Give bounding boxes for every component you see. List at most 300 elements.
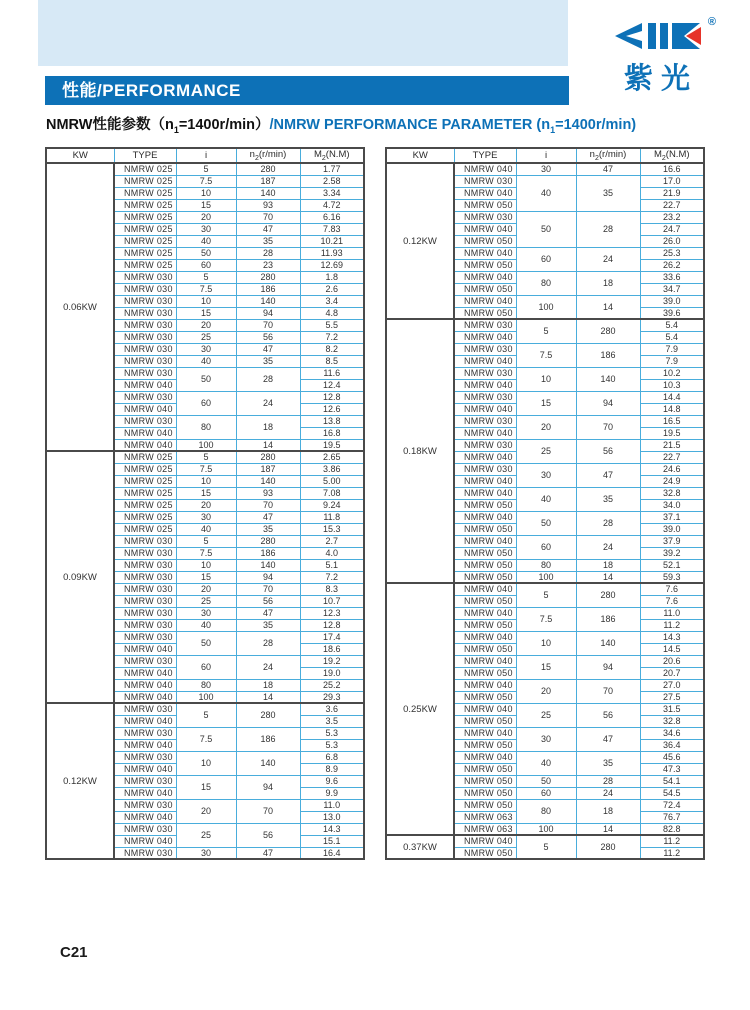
- cell-ratio-i: 60: [516, 247, 576, 271]
- cell-m2: 19.5: [300, 439, 364, 451]
- cell-type: NMRW 025: [114, 463, 176, 475]
- cell-ratio-i: 80: [516, 559, 576, 571]
- registered-mark: ®: [707, 16, 716, 28]
- cell-type: NMRW 063: [454, 811, 516, 823]
- cell-m2: 47.3: [640, 763, 704, 775]
- cell-type: NMRW 040: [454, 379, 516, 391]
- cell-ratio-i: 100: [516, 571, 576, 583]
- cell-m2: 22.7: [640, 199, 704, 211]
- cell-m2: 5.1: [300, 559, 364, 571]
- cell-m2: 11.8: [300, 511, 364, 523]
- cell-ratio-i: 40: [516, 487, 576, 511]
- cell-ratio-i: 20: [516, 415, 576, 439]
- cell-n2: 186: [236, 547, 300, 559]
- page-number: C21: [60, 944, 88, 961]
- cell-m2: 8.2: [300, 343, 364, 355]
- cell-m2: 12.3: [300, 607, 364, 619]
- cell-type: NMRW 025: [114, 247, 176, 259]
- cell-m2: 2.65: [300, 451, 364, 463]
- cell-n2: 23: [236, 259, 300, 271]
- cell-type: NMRW 050: [454, 307, 516, 319]
- cell-type: NMRW 030: [114, 823, 176, 835]
- cell-kw: 0.12KW: [46, 703, 114, 859]
- cell-n2: 14: [576, 295, 640, 319]
- cell-n2: 140: [576, 631, 640, 655]
- cell-m2: 7.08: [300, 487, 364, 499]
- cell-ratio-i: 7.5: [176, 727, 236, 751]
- cell-n2: 280: [576, 835, 640, 859]
- cell-n2: 28: [576, 775, 640, 787]
- cell-ratio-i: 30: [516, 727, 576, 751]
- cell-ratio-i: 25: [516, 439, 576, 463]
- cell-ratio-i: 5: [516, 319, 576, 343]
- cell-n2: 280: [236, 535, 300, 547]
- cell-m2: 25.3: [640, 247, 704, 259]
- cell-n2: 35: [576, 751, 640, 775]
- cell-m2: 26.0: [640, 235, 704, 247]
- cell-n2: 140: [236, 295, 300, 307]
- cell-type: NMRW 050: [454, 715, 516, 727]
- cell-type: NMRW 040: [454, 751, 516, 763]
- cell-type: NMRW 050: [454, 499, 516, 511]
- cell-ratio-i: 30: [176, 343, 236, 355]
- cell-m2: 7.9: [640, 355, 704, 367]
- table-row: [46, 451, 364, 463]
- cell-type: NMRW 040: [454, 583, 516, 595]
- cell-m2: 8.5: [300, 355, 364, 367]
- title-cn-post: =1400r/min）: [178, 117, 270, 133]
- cell-ratio-i: 5: [176, 451, 236, 463]
- performance-table-left: [45, 147, 365, 860]
- cell-type: NMRW 030: [454, 463, 516, 475]
- cell-m2: 37.9: [640, 535, 704, 547]
- cell-n2: 47: [576, 163, 640, 175]
- cell-type: NMRW 040: [454, 487, 516, 499]
- section-title: 性能/PERFORMANCE: [62, 81, 241, 100]
- cell-type: NMRW 040: [454, 187, 516, 199]
- column-header: i: [516, 148, 576, 163]
- cell-n2: 47: [236, 511, 300, 523]
- cell-m2: 2.6: [300, 283, 364, 295]
- cell-n2: 94: [576, 655, 640, 679]
- cell-kw: 0.09KW: [46, 451, 114, 703]
- cell-m2: 76.7: [640, 811, 704, 823]
- cell-type: NMRW 040: [114, 739, 176, 751]
- cell-type: NMRW 050: [454, 847, 516, 859]
- cell-m2: 9.24: [300, 499, 364, 511]
- cell-type: NMRW 040: [454, 427, 516, 439]
- cell-m2: 12.8: [300, 619, 364, 631]
- cell-m2: 11.2: [640, 847, 704, 859]
- title-en: /NMRW PERFORMANCE PARAMETER (n: [269, 117, 551, 133]
- cell-m2: 21.5: [640, 439, 704, 451]
- table-row: [386, 835, 704, 847]
- cell-n2: 187: [236, 175, 300, 187]
- cell-m2: 39.2: [640, 547, 704, 559]
- cell-n2: 35: [576, 175, 640, 211]
- cell-ratio-i: 15: [176, 571, 236, 583]
- cell-type: NMRW 030: [114, 271, 176, 283]
- cell-m2: 21.9: [640, 187, 704, 199]
- cell-ratio-i: 30: [176, 223, 236, 235]
- cell-type: NMRW 040: [454, 355, 516, 367]
- cell-m2: 1.8: [300, 271, 364, 283]
- cell-ratio-i: 30: [176, 607, 236, 619]
- cell-type: NMRW 025: [114, 499, 176, 511]
- cell-type: NMRW 050: [454, 787, 516, 799]
- cell-type: NMRW 040: [114, 643, 176, 655]
- cell-type: NMRW 030: [114, 775, 176, 787]
- cell-type: NMRW 030: [454, 175, 516, 187]
- column-header: TYPE: [114, 148, 176, 163]
- cell-m2: 27.5: [640, 691, 704, 703]
- cell-m2: 5.5: [300, 319, 364, 331]
- cell-m2: 11.93: [300, 247, 364, 259]
- cell-type: NMRW 030: [454, 391, 516, 403]
- cell-m2: 54.5: [640, 787, 704, 799]
- cell-m2: 36.4: [640, 739, 704, 751]
- cell-m2: 8.3: [300, 583, 364, 595]
- cell-m2: 14.5: [640, 643, 704, 655]
- cell-n2: 186: [576, 343, 640, 367]
- cell-type: NMRW 050: [454, 691, 516, 703]
- cell-m2: 16.4: [300, 847, 364, 859]
- cell-n2: 70: [236, 211, 300, 223]
- cell-type: NMRW 025: [114, 487, 176, 499]
- cell-m2: 6.16: [300, 211, 364, 223]
- cell-m2: 32.8: [640, 715, 704, 727]
- cell-m2: 4.72: [300, 199, 364, 211]
- cell-n2: 94: [236, 307, 300, 319]
- cell-n2: 35: [236, 355, 300, 367]
- cell-ratio-i: 20: [176, 583, 236, 595]
- cell-ratio-i: 20: [176, 499, 236, 511]
- cell-type: NMRW 030: [454, 439, 516, 451]
- cell-n2: 94: [236, 571, 300, 583]
- cell-m2: 34.6: [640, 727, 704, 739]
- cell-n2: 28: [236, 631, 300, 655]
- cell-type: NMRW 040: [114, 763, 176, 775]
- cell-type: NMRW 040: [454, 403, 516, 415]
- cell-m2: 23.2: [640, 211, 704, 223]
- cell-type: NMRW 030: [114, 607, 176, 619]
- cell-m2: 11.2: [640, 835, 704, 847]
- cell-ratio-i: 15: [516, 655, 576, 679]
- cell-ratio-i: 10: [176, 187, 236, 199]
- cell-m2: 16.5: [640, 415, 704, 427]
- cell-m2: 12.6: [300, 403, 364, 415]
- cell-type: NMRW 050: [454, 799, 516, 811]
- column-header: $n_2(r/\min)$: [236, 148, 300, 163]
- cell-m2: 17.4: [300, 631, 364, 643]
- cell-m2: 7.6: [640, 595, 704, 607]
- cell-m2: 25.2: [300, 679, 364, 691]
- cell-n2: 93: [236, 199, 300, 211]
- cell-n2: 18: [576, 799, 640, 823]
- zik-logo-icon: [609, 22, 705, 50]
- cell-ratio-i: 30: [516, 163, 576, 175]
- cell-n2: 280: [576, 583, 640, 607]
- cell-m2: 3.5: [300, 715, 364, 727]
- column-header: $M_2(N.M)$: [300, 148, 364, 163]
- cell-ratio-i: 50: [516, 775, 576, 787]
- cell-n2: 24: [576, 535, 640, 559]
- cell-ratio-i: 30: [176, 511, 236, 523]
- cell-type: NMRW 030: [114, 703, 176, 715]
- cell-type: NMRW 040: [114, 679, 176, 691]
- cell-n2: 14: [576, 823, 640, 835]
- cell-type: NMRW 040: [114, 667, 176, 679]
- cell-n2: 56: [576, 439, 640, 463]
- cell-n2: 140: [236, 187, 300, 199]
- cell-n2: 14: [576, 571, 640, 583]
- cell-ratio-i: 5: [176, 271, 236, 283]
- cell-n2: 93: [236, 487, 300, 499]
- cell-m2: 7.9: [640, 343, 704, 355]
- cell-ratio-i: 7.5: [176, 463, 236, 475]
- cell-kw: 0.12KW: [386, 163, 454, 319]
- cell-n2: 14: [236, 691, 300, 703]
- cell-m2: 3.4: [300, 295, 364, 307]
- cell-type: NMRW 040: [454, 679, 516, 691]
- cell-ratio-i: 100: [516, 295, 576, 319]
- cell-m2: 16.8: [300, 427, 364, 439]
- cell-type: NMRW 030: [114, 307, 176, 319]
- cell-m2: 24.7: [640, 223, 704, 235]
- cell-type: NMRW 040: [114, 427, 176, 439]
- cell-ratio-i: 40: [176, 355, 236, 367]
- cell-m2: 19.2: [300, 655, 364, 667]
- cell-n2: 47: [236, 607, 300, 619]
- cell-type: NMRW 040: [454, 631, 516, 643]
- cell-m2: 3.34: [300, 187, 364, 199]
- cell-kw: 0.25KW: [386, 583, 454, 835]
- cell-ratio-i: 7.5: [176, 283, 236, 295]
- cell-n2: 280: [236, 451, 300, 463]
- cell-ratio-i: 60: [176, 391, 236, 415]
- cell-type: NMRW 040: [114, 715, 176, 727]
- cell-type: NMRW 050: [454, 739, 516, 751]
- title-en-post: =1400r/min): [555, 117, 637, 133]
- cell-m2: 3.6: [300, 703, 364, 715]
- cell-n2: 56: [236, 595, 300, 607]
- cell-m2: 5.4: [640, 331, 704, 343]
- cell-type: NMRW 040: [454, 271, 516, 283]
- table-row: [386, 163, 704, 175]
- cell-type: NMRW 030: [114, 319, 176, 331]
- cell-m2: 24.9: [640, 475, 704, 487]
- cell-m2: 31.5: [640, 703, 704, 715]
- cell-type: NMRW 050: [454, 571, 516, 583]
- brand-logo: [592, 16, 722, 97]
- cell-type: NMRW 040: [454, 295, 516, 307]
- cell-ratio-i: 40: [176, 523, 236, 535]
- cell-ratio-i: 10: [176, 751, 236, 775]
- cell-ratio-i: 5: [176, 163, 236, 175]
- cell-n2: 47: [236, 223, 300, 235]
- cell-type: NMRW 030: [114, 415, 176, 427]
- cell-n2: 186: [236, 727, 300, 751]
- cell-m2: 52.1: [640, 559, 704, 571]
- cell-m2: 45.6: [640, 751, 704, 763]
- cell-m2: 10.7: [300, 595, 364, 607]
- cell-n2: 24: [236, 391, 300, 415]
- column-header: KW: [46, 148, 114, 163]
- cell-n2: 70: [576, 415, 640, 439]
- cell-type: NMRW 030: [454, 415, 516, 427]
- cell-type: NMRW 030: [454, 319, 516, 331]
- cell-ratio-i: 80: [176, 415, 236, 439]
- cell-m2: 7.83: [300, 223, 364, 235]
- page-title: [46, 113, 636, 135]
- cell-ratio-i: 5: [176, 535, 236, 547]
- cell-type: NMRW 030: [114, 331, 176, 343]
- cell-type: NMRW 025: [114, 235, 176, 247]
- cell-m2: 39.0: [640, 523, 704, 535]
- cell-n2: 56: [236, 823, 300, 847]
- cell-type: NMRW 050: [454, 595, 516, 607]
- cell-ratio-i: 50: [176, 631, 236, 655]
- cell-type: NMRW 040: [114, 811, 176, 823]
- cell-n2: 35: [236, 235, 300, 247]
- cell-type: NMRW 030: [114, 751, 176, 763]
- cell-n2: 94: [236, 775, 300, 799]
- cell-m2: 5.4: [640, 319, 704, 331]
- cell-type: NMRW 025: [114, 451, 176, 463]
- cell-n2: 35: [236, 523, 300, 535]
- cell-ratio-i: 15: [176, 487, 236, 499]
- cell-ratio-i: 20: [176, 211, 236, 223]
- cell-n2: 186: [576, 607, 640, 631]
- cell-n2: 47: [576, 463, 640, 487]
- cell-ratio-i: 25: [176, 595, 236, 607]
- cell-ratio-i: 100: [176, 691, 236, 703]
- table-row: [386, 319, 704, 331]
- cell-type: NMRW 040: [454, 655, 516, 667]
- cell-type: NMRW 040: [454, 535, 516, 547]
- cell-m2: 20.6: [640, 655, 704, 667]
- cell-ratio-i: 10: [516, 631, 576, 655]
- cell-ratio-i: 25: [516, 703, 576, 727]
- cell-type: NMRW 030: [454, 211, 516, 223]
- cell-ratio-i: 60: [516, 787, 576, 799]
- cell-type: NMRW 030: [114, 295, 176, 307]
- cell-n2: 14: [236, 439, 300, 451]
- cell-type: NMRW 025: [114, 163, 176, 175]
- cell-ratio-i: 40: [176, 619, 236, 631]
- table-row: [46, 163, 364, 175]
- cell-kw: 0.37KW: [386, 835, 454, 859]
- cell-ratio-i: 30: [516, 463, 576, 487]
- cell-m2: 7.6: [640, 583, 704, 595]
- cell-n2: 70: [576, 679, 640, 703]
- cell-n2: 186: [236, 283, 300, 295]
- cell-m2: 11.2: [640, 619, 704, 631]
- cell-n2: 140: [236, 475, 300, 487]
- cell-ratio-i: 15: [176, 199, 236, 211]
- cell-m2: 7.2: [300, 571, 364, 583]
- table-row: [386, 583, 704, 595]
- cell-ratio-i: 25: [176, 331, 236, 343]
- column-header: i: [176, 148, 236, 163]
- cell-ratio-i: 15: [176, 775, 236, 799]
- cell-type: NMRW 040: [114, 403, 176, 415]
- cell-m2: 16.6: [640, 163, 704, 175]
- cell-m2: 39.6: [640, 307, 704, 319]
- column-header: $n_2(r/\min)$: [576, 148, 640, 163]
- cell-ratio-i: 10: [176, 559, 236, 571]
- cell-n2: 18: [576, 559, 640, 571]
- cell-n2: 280: [576, 319, 640, 343]
- cell-type: NMRW 030: [114, 655, 176, 667]
- section-band: [45, 76, 569, 105]
- cell-n2: 47: [236, 343, 300, 355]
- cell-ratio-i: 50: [516, 511, 576, 535]
- cell-type: NMRW 040: [454, 511, 516, 523]
- performance-table-right: [385, 147, 705, 860]
- cell-m2: 11.0: [300, 799, 364, 811]
- cell-m2: 26.2: [640, 259, 704, 271]
- cell-m2: 72.4: [640, 799, 704, 811]
- cell-type: NMRW 050: [454, 283, 516, 295]
- cell-n2: 187: [236, 463, 300, 475]
- cell-n2: 35: [576, 487, 640, 511]
- cell-m2: 6.8: [300, 751, 364, 763]
- cell-m2: 12.4: [300, 379, 364, 391]
- cell-type: NMRW 040: [454, 451, 516, 463]
- cell-m2: 2.7: [300, 535, 364, 547]
- cell-ratio-i: 30: [176, 847, 236, 859]
- cell-m2: 33.6: [640, 271, 704, 283]
- brand-name-cn: 紫光: [623, 63, 698, 95]
- cell-m2: 34.7: [640, 283, 704, 295]
- cell-m2: 27.0: [640, 679, 704, 691]
- cell-n2: 28: [236, 367, 300, 391]
- cell-ratio-i: 7.5: [176, 175, 236, 187]
- cell-n2: 47: [576, 727, 640, 751]
- cell-type: NMRW 040: [454, 835, 516, 847]
- cell-type: NMRW 030: [454, 343, 516, 355]
- cell-m2: 17.0: [640, 175, 704, 187]
- cell-type: NMRW 025: [114, 199, 176, 211]
- cell-ratio-i: 40: [516, 751, 576, 775]
- cell-type: NMRW 063: [454, 823, 516, 835]
- cell-n2: 140: [236, 559, 300, 571]
- cell-n2: 28: [576, 511, 640, 535]
- cell-type: NMRW 040: [114, 691, 176, 703]
- cell-m2: 3.86: [300, 463, 364, 475]
- cell-n2: 280: [236, 271, 300, 283]
- cell-n2: 140: [576, 367, 640, 391]
- cell-type: NMRW 025: [114, 523, 176, 535]
- table-row: [46, 703, 364, 715]
- cell-kw: 0.18KW: [386, 319, 454, 583]
- cell-m2: 7.2: [300, 331, 364, 343]
- cell-m2: 54.1: [640, 775, 704, 787]
- cell-type: NMRW 030: [114, 283, 176, 295]
- cell-n2: 56: [236, 331, 300, 343]
- cell-m2: 4.8: [300, 307, 364, 319]
- cell-n2: 28: [236, 247, 300, 259]
- cell-type: NMRW 050: [454, 199, 516, 211]
- cell-m2: 5.3: [300, 727, 364, 739]
- cell-type: NMRW 030: [114, 571, 176, 583]
- cell-m2: 34.0: [640, 499, 704, 511]
- cell-ratio-i: 100: [176, 439, 236, 451]
- cell-ratio-i: 80: [516, 271, 576, 295]
- cell-m2: 15.1: [300, 835, 364, 847]
- cell-n2: 35: [236, 619, 300, 631]
